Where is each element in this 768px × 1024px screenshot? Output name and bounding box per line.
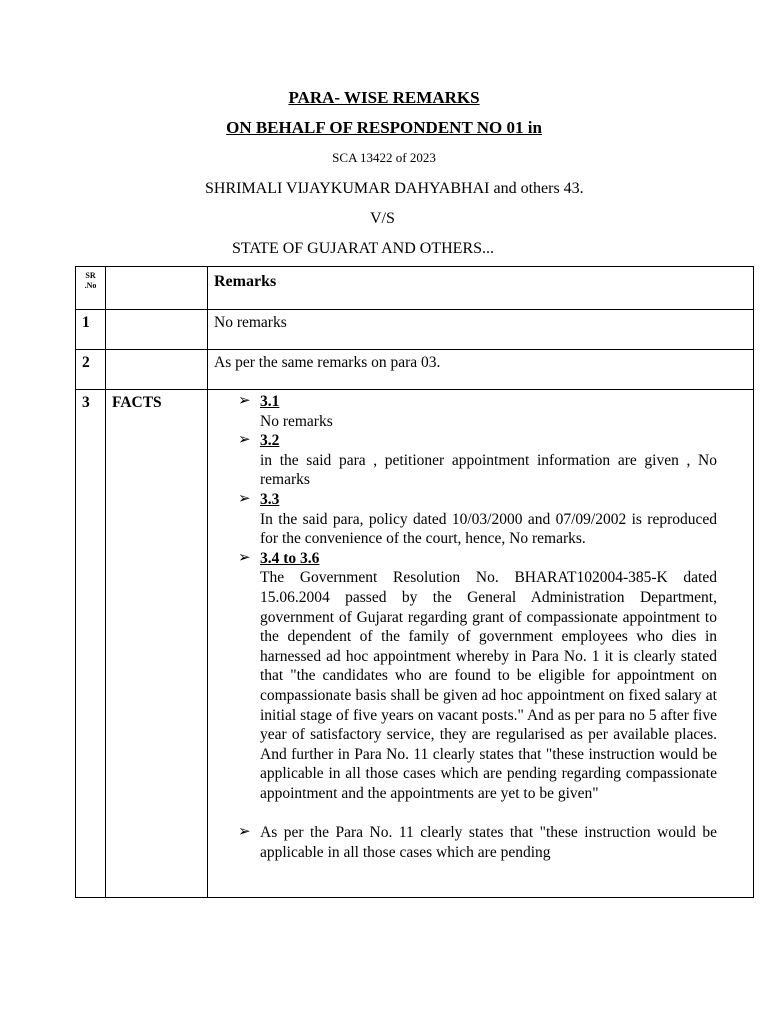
remarks-header [208, 267, 754, 310]
respondent-name: STATE OF GUJARAT AND OTHERS... [232, 240, 495, 257]
table-row [76, 390, 754, 898]
arrowhead-bullet-icon: ➢ [238, 824, 251, 841]
sr-header-line2: .No [84, 281, 97, 290]
facts-list [208, 390, 753, 863]
arrowhead-bullet-icon: ➢ [238, 393, 251, 409]
item-heading: 3.3 [260, 490, 280, 508]
row-number: 1 [82, 314, 90, 331]
row-section [106, 310, 208, 350]
row-remark: No remarks [214, 314, 287, 331]
document-title: PARA- WISE REMARKS [288, 88, 480, 107]
row-section: FACTS [112, 394, 162, 411]
arrowhead-bullet-icon: ➢ [238, 549, 251, 566]
list-item [238, 823, 717, 862]
item-body: in the said para , petitioner appointment information are given , No remarks [260, 451, 717, 489]
section-header [106, 267, 208, 310]
sr-no-header [76, 267, 106, 310]
document-subtitle: ON BEHALF OF RESPONDENT NO 01 in [226, 118, 542, 137]
row-number: 2 [82, 354, 90, 371]
remarks-header-text: Remarks [214, 273, 277, 290]
list-item [238, 431, 717, 490]
remarks-table [75, 266, 754, 898]
item-body: In the said para, policy dated 10/03/2000 and 07/09/2002 is reproduced for the convenience of the court, hence, No remarks. [260, 510, 717, 548]
table-row [76, 350, 754, 390]
row-section [106, 350, 208, 390]
row-remark: As per the same remarks on para 03. [214, 354, 441, 371]
versus-label: V/S [370, 210, 395, 227]
sr-header-line1: SR [85, 271, 96, 280]
arrowhead-bullet-icon: ➢ [238, 490, 251, 507]
list-item [238, 490, 717, 549]
item-heading: 3.1 [260, 393, 280, 410]
table-row [76, 310, 754, 350]
list-item [238, 392, 717, 431]
petitioner-name: SHRIMALI VIJAYKUMAR DAHYABHAI and others 43. [205, 180, 584, 197]
row-number: 3 [82, 394, 90, 411]
item-body: The Government Resolution No. BHARAT102004-385-K dated 15.06.2004 passed by the General Administration Department, government of Gujarat regarding grant of compassionate appointment to the dependent of the family of government employees who dies in harnessed ad hoc appointment whereby in Para No. 1 it is clearly stated that "the candidates who are found to be eligible for appointment on compassionate basis shall be given ad hoc appointment on fixed salary at initial stage of five years on vacant posts." And as per para no 5 after five year of satisfactory service, they are regularised as per available places. And further in Para No. 11 clearly states that "these instruction would be applicable in all those cases which are pending regarding compassionate appointment and the appointments are yet to be given" [260, 569, 717, 802]
arrowhead-bullet-icon: ➢ [238, 432, 251, 449]
table-header-row [76, 267, 754, 310]
item-body: As per the Para No. 11 clearly states that "these instruction would be applicable in all those cases which are pending [260, 824, 717, 862]
item-body: No remarks [260, 412, 333, 430]
item-heading: 3.4 to 3.6 [260, 549, 320, 567]
case-number: SCA 13422 of 2023 [332, 150, 436, 165]
item-heading: 3.2 [260, 432, 280, 450]
list-item [238, 549, 717, 804]
